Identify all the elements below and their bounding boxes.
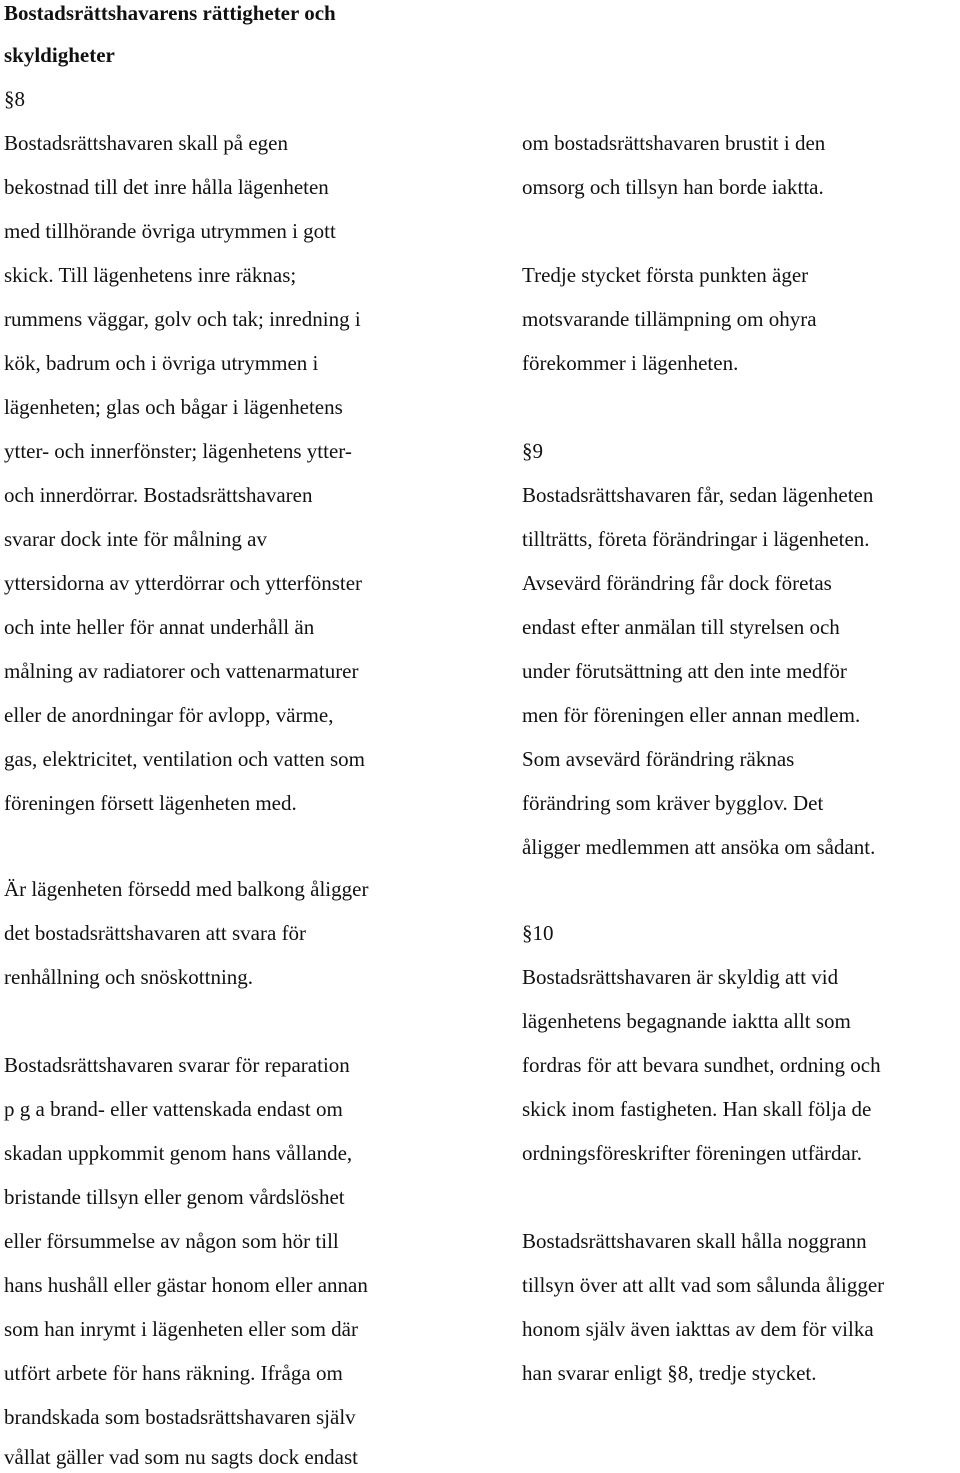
text-line: ordningsföreskrifter föreningen utfärdar. xyxy=(522,1141,862,1165)
text-line: åligger medlemmen att ansöka om sådant. xyxy=(522,835,876,859)
text-line: förekommer i lägenheten. xyxy=(522,351,739,375)
text-line: vållat gäller vad som nu sagts dock endast xyxy=(4,1445,358,1469)
text-line: motsvarande tillämpning om ohyra xyxy=(522,307,817,331)
text-line: men för föreningen eller annan medlem. xyxy=(522,703,861,727)
section-8-marker: §8 xyxy=(4,87,25,111)
text-line: som han inrymt i lägenheten eller som där xyxy=(4,1317,358,1341)
text-line: Avsevärd förändring får dock företas xyxy=(522,571,832,595)
text-line: brandskada som bostadsrättshavaren själv xyxy=(4,1405,356,1429)
section-8-number: 8 xyxy=(14,87,25,111)
text-line: Bostadsrättshavaren skall hålla noggrann xyxy=(522,1229,867,1253)
text-line: skick. Till lägenhetens inre räknas; xyxy=(4,263,297,287)
text-line: svarar dock inte för målning av xyxy=(4,527,267,551)
text-line: Som avsevärd förändring räknas xyxy=(522,747,795,771)
text-line: skadan uppkommit genom hans vållande, xyxy=(4,1141,353,1165)
text-line: Bostadsrättshavaren får, sedan lägenheten xyxy=(522,483,874,507)
text-line: omsorg och tillsyn han borde iaktta. xyxy=(522,175,824,199)
text-line: med tillhörande övriga utrymmen i gott xyxy=(4,219,336,243)
heading-line-2: skyldigheter xyxy=(4,43,115,67)
section-10-number: 10 xyxy=(532,921,554,945)
text-line: han svarar enligt §8, tredje stycket. xyxy=(522,1361,817,1385)
text-line: förändring som kräver bygglov. Det xyxy=(522,791,824,815)
text-line: föreningen försett lägenheten med. xyxy=(4,791,297,815)
text-line: Är lägenheten försedd med balkong åligger xyxy=(4,877,369,901)
text-line: om bostadsrättshavaren brustit i den xyxy=(522,131,826,155)
text-line: under förutsättning att den inte medför xyxy=(522,659,847,683)
text-line: fordras för att bevara sundhet, ordning och xyxy=(522,1053,881,1077)
text-line: renhållning och snöskottning. xyxy=(4,965,254,989)
text-line: bekostnad till det inre hålla lägenheten xyxy=(4,175,329,199)
text-line: Bostadsrättshavaren är skyldig att vid xyxy=(522,965,839,989)
text-line: skick inom fastigheten. Han skall följa de xyxy=(522,1097,872,1121)
text-line: eller försummelse av någon som hör till xyxy=(4,1229,339,1253)
text-line: tillsyn över att allt vad som sålunda åligger xyxy=(522,1273,885,1297)
text-line: kök, badrum och i övriga utrymmen i xyxy=(4,351,319,375)
text-line: Tredje stycket första punkten äger xyxy=(522,263,809,287)
heading-line-1: Bostadsrättshavarens rättigheter och xyxy=(4,1,336,25)
text-line: yttersidorna av ytterdörrar och ytterfönster xyxy=(4,571,363,595)
text-line: gas, elektricitet, ventilation och vatten som xyxy=(4,747,365,771)
text-line: utfört arbete för hans räkning. Ifråga om xyxy=(4,1361,343,1385)
text-line: och innerdörrar. Bostadsrättshavaren xyxy=(4,483,313,507)
text-line: lägenheten; glas och bågar i lägenhetens xyxy=(4,395,343,419)
text-line: ytter- och innerfönster; lägenhetens ytter- xyxy=(4,439,352,463)
text-line: endast efter anmälan till styrelsen och xyxy=(522,615,840,639)
text-line: det bostadsrättshavaren att svara för xyxy=(4,921,307,945)
text-line: bristande tillsyn eller genom vårdslöshet xyxy=(4,1185,345,1209)
text-line: lägenhetens begagnande iaktta allt som xyxy=(522,1009,851,1033)
text-line: hans hushåll eller gästar honom eller annan xyxy=(4,1273,368,1297)
text-line: eller de anordningar för avlopp, värme, xyxy=(4,703,334,727)
section-9-number: 9 xyxy=(532,439,543,463)
text-line: målning av radiatorer och vattenarmaturer xyxy=(4,659,359,683)
text-line: rummens väggar, golv och tak; inredning i xyxy=(4,307,361,331)
text-line: p g a brand- eller vattenskada endast om xyxy=(4,1097,343,1121)
section-9-marker: §9 xyxy=(522,439,543,463)
text-line: honom själv även iakttas av dem för vilka xyxy=(522,1317,874,1341)
section-10-marker: §10 xyxy=(522,921,554,945)
text-line: Bostadsrättshavaren skall på egen xyxy=(4,131,288,155)
text-line: Bostadsrättshavaren svarar för reparation xyxy=(4,1053,350,1077)
text-line: tillträtts, företa förändringar i lägenheten. xyxy=(522,527,870,551)
text-line: och inte heller för annat underhåll än xyxy=(4,615,315,639)
